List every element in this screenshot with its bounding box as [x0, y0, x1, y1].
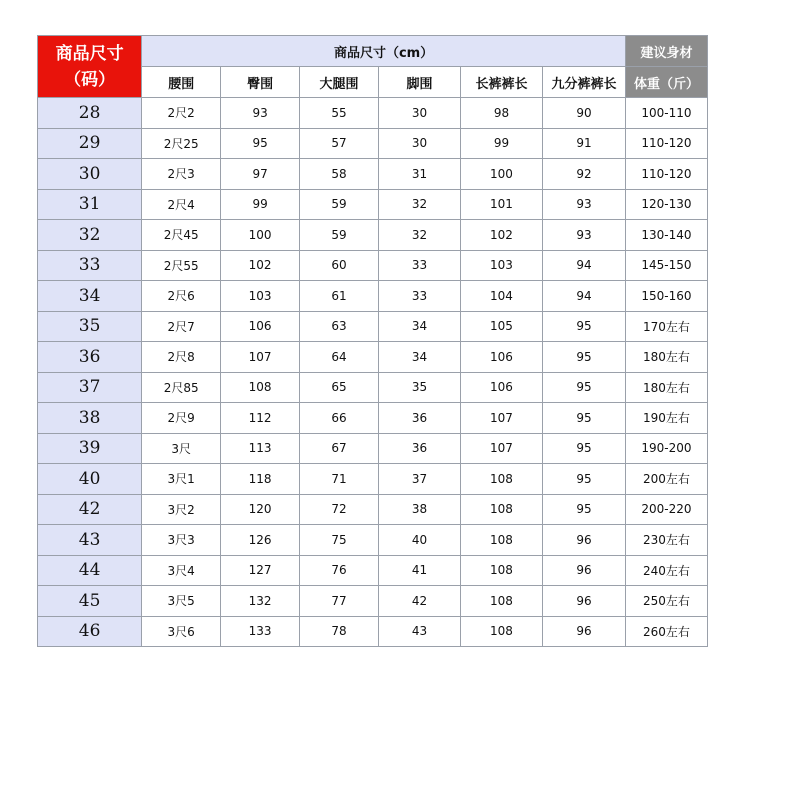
waist-cell: 2尺85	[142, 372, 221, 403]
nine-pants-cell: 95	[542, 372, 625, 403]
size-cell: 31	[38, 189, 142, 220]
col-header-hip: 臀围	[221, 67, 300, 98]
long-pants-cell: 103	[460, 250, 542, 281]
foot-cell: 41	[379, 555, 461, 586]
hip-cell: 133	[221, 616, 300, 647]
waist-cell: 3尺2	[142, 494, 221, 525]
table-row	[38, 281, 708, 312]
foot-cell: 32	[379, 220, 461, 251]
weight-cell: 110-120	[625, 128, 707, 159]
foot-cell: 32	[379, 189, 461, 220]
foot-cell: 36	[379, 433, 461, 464]
nine-pants-cell: 91	[542, 128, 625, 159]
size-cell: 42	[38, 494, 142, 525]
nine-pants-cell: 93	[542, 189, 625, 220]
nine-pants-cell: 95	[542, 311, 625, 342]
waist-cell: 2尺45	[142, 220, 221, 251]
long-pants-cell: 99	[460, 128, 542, 159]
hip-cell: 95	[221, 128, 300, 159]
hip-cell: 102	[221, 250, 300, 281]
foot-cell: 35	[379, 372, 461, 403]
size-cell: 32	[38, 220, 142, 251]
hip-cell: 112	[221, 403, 300, 434]
foot-cell: 33	[379, 250, 461, 281]
dimensions-header: 商品尺寸（cm）	[142, 36, 626, 67]
table-row	[38, 616, 708, 647]
size-header-unit: （码）	[64, 69, 116, 90]
hip-cell: 113	[221, 433, 300, 464]
table-body	[38, 98, 708, 647]
foot-cell: 38	[379, 494, 461, 525]
nine-pants-cell: 96	[542, 525, 625, 556]
size-cell: 46	[38, 616, 142, 647]
hip-cell: 100	[221, 220, 300, 251]
weight-cell: 200-220	[625, 494, 707, 525]
weight-cell: 190左右	[625, 403, 707, 434]
long-pants-cell: 107	[460, 433, 542, 464]
hip-cell: 127	[221, 555, 300, 586]
waist-cell: 3尺	[142, 433, 221, 464]
foot-cell: 30	[379, 128, 461, 159]
nine-pants-cell: 94	[542, 250, 625, 281]
hip-cell: 126	[221, 525, 300, 556]
col-header-waist: 腰围	[142, 67, 221, 98]
thigh-cell: 61	[300, 281, 379, 312]
table-row	[38, 342, 708, 373]
weight-cell: 260左右	[625, 616, 707, 647]
long-pants-cell: 105	[460, 311, 542, 342]
foot-cell: 40	[379, 525, 461, 556]
waist-cell: 3尺6	[142, 616, 221, 647]
waist-cell: 2尺55	[142, 250, 221, 281]
foot-cell: 42	[379, 586, 461, 617]
thigh-cell: 77	[300, 586, 379, 617]
long-pants-cell: 104	[460, 281, 542, 312]
size-cell: 39	[38, 433, 142, 464]
waist-cell: 2尺8	[142, 342, 221, 373]
nine-pants-cell: 95	[542, 403, 625, 434]
foot-cell: 43	[379, 616, 461, 647]
size-cell: 38	[38, 403, 142, 434]
thigh-cell: 57	[300, 128, 379, 159]
weight-cell: 200左右	[625, 464, 707, 495]
long-pants-cell: 107	[460, 403, 542, 434]
hip-cell: 99	[221, 189, 300, 220]
long-pants-cell: 108	[460, 616, 542, 647]
long-pants-cell: 108	[460, 586, 542, 617]
thigh-cell: 55	[300, 98, 379, 129]
waist-cell: 2尺6	[142, 281, 221, 312]
waist-cell: 2尺2	[142, 98, 221, 129]
waist-cell: 2尺9	[142, 403, 221, 434]
foot-cell: 34	[379, 342, 461, 373]
long-pants-cell: 106	[460, 342, 542, 373]
long-pants-cell: 108	[460, 555, 542, 586]
table-row	[38, 403, 708, 434]
col-header-nine-pants: 九分裤裤长	[542, 67, 625, 98]
weight-header: 体重（斤）	[625, 67, 707, 98]
thigh-cell: 67	[300, 433, 379, 464]
waist-cell: 2尺4	[142, 189, 221, 220]
size-cell: 37	[38, 372, 142, 403]
thigh-cell: 76	[300, 555, 379, 586]
nine-pants-cell: 90	[542, 98, 625, 129]
size-cell: 35	[38, 311, 142, 342]
hip-cell: 107	[221, 342, 300, 373]
weight-cell: 180左右	[625, 342, 707, 373]
table-row	[38, 555, 708, 586]
thigh-cell: 72	[300, 494, 379, 525]
nine-pants-cell: 94	[542, 281, 625, 312]
foot-cell: 30	[379, 98, 461, 129]
long-pants-cell: 100	[460, 159, 542, 190]
nine-pants-cell: 93	[542, 220, 625, 251]
size-cell: 33	[38, 250, 142, 281]
table-row	[38, 494, 708, 525]
table-row	[38, 98, 708, 129]
nine-pants-cell: 95	[542, 464, 625, 495]
size-header-cell	[38, 36, 142, 98]
hip-cell: 118	[221, 464, 300, 495]
long-pants-cell: 101	[460, 189, 542, 220]
hip-cell: 120	[221, 494, 300, 525]
table-row	[38, 525, 708, 556]
size-cell: 36	[38, 342, 142, 373]
size-cell: 40	[38, 464, 142, 495]
table-row	[38, 189, 708, 220]
foot-cell: 36	[379, 403, 461, 434]
thigh-cell: 66	[300, 403, 379, 434]
table-row	[38, 433, 708, 464]
weight-cell: 130-140	[625, 220, 707, 251]
thigh-cell: 59	[300, 220, 379, 251]
waist-cell: 2尺7	[142, 311, 221, 342]
size-cell: 45	[38, 586, 142, 617]
table-row	[38, 311, 708, 342]
long-pants-cell: 108	[460, 525, 542, 556]
weight-cell: 120-130	[625, 189, 707, 220]
long-pants-cell: 98	[460, 98, 542, 129]
foot-cell: 34	[379, 311, 461, 342]
table-row	[38, 586, 708, 617]
long-pants-cell: 108	[460, 494, 542, 525]
waist-cell: 3尺5	[142, 586, 221, 617]
thigh-cell: 78	[300, 616, 379, 647]
size-cell: 28	[38, 98, 142, 129]
thigh-cell: 65	[300, 372, 379, 403]
table-row	[38, 128, 708, 159]
col-header-foot: 脚围	[379, 67, 461, 98]
size-header-label: 商品尺寸	[55, 43, 124, 64]
size-cell: 30	[38, 159, 142, 190]
table-row	[38, 464, 708, 495]
hip-cell: 103	[221, 281, 300, 312]
recommend-header: 建议身材	[625, 36, 707, 67]
waist-cell: 2尺3	[142, 159, 221, 190]
weight-cell: 170左右	[625, 311, 707, 342]
waist-cell: 2尺25	[142, 128, 221, 159]
size-cell: 34	[38, 281, 142, 312]
thigh-cell: 58	[300, 159, 379, 190]
weight-cell: 180左右	[625, 372, 707, 403]
size-cell: 44	[38, 555, 142, 586]
long-pants-cell: 102	[460, 220, 542, 251]
hip-cell: 93	[221, 98, 300, 129]
nine-pants-cell: 92	[542, 159, 625, 190]
weight-cell: 230左右	[625, 525, 707, 556]
thigh-cell: 60	[300, 250, 379, 281]
foot-cell: 33	[379, 281, 461, 312]
long-pants-cell: 108	[460, 464, 542, 495]
weight-cell: 100-110	[625, 98, 707, 129]
nine-pants-cell: 96	[542, 616, 625, 647]
nine-pants-cell: 95	[542, 494, 625, 525]
hip-cell: 132	[221, 586, 300, 617]
nine-pants-cell: 95	[542, 342, 625, 373]
hip-cell: 108	[221, 372, 300, 403]
weight-cell: 250左右	[625, 586, 707, 617]
weight-cell: 145-150	[625, 250, 707, 281]
hip-cell: 106	[221, 311, 300, 342]
waist-cell: 3尺1	[142, 464, 221, 495]
hip-cell: 97	[221, 159, 300, 190]
long-pants-cell: 106	[460, 372, 542, 403]
col-header-thigh: 大腿围	[300, 67, 379, 98]
nine-pants-cell: 96	[542, 586, 625, 617]
foot-cell: 31	[379, 159, 461, 190]
thigh-cell: 75	[300, 525, 379, 556]
weight-cell: 110-120	[625, 159, 707, 190]
weight-cell: 240左右	[625, 555, 707, 586]
size-cell: 43	[38, 525, 142, 556]
nine-pants-cell: 95	[542, 433, 625, 464]
header-row-top	[38, 36, 708, 67]
table-row	[38, 220, 708, 251]
table-row	[38, 372, 708, 403]
thigh-cell: 59	[300, 189, 379, 220]
weight-cell: 190-200	[625, 433, 707, 464]
size-chart-table	[37, 35, 708, 647]
thigh-cell: 63	[300, 311, 379, 342]
foot-cell: 37	[379, 464, 461, 495]
waist-cell: 3尺3	[142, 525, 221, 556]
thigh-cell: 71	[300, 464, 379, 495]
size-cell: 29	[38, 128, 142, 159]
waist-cell: 3尺4	[142, 555, 221, 586]
col-header-long-pants: 长裤裤长	[460, 67, 542, 98]
weight-cell: 150-160	[625, 281, 707, 312]
nine-pants-cell: 96	[542, 555, 625, 586]
thigh-cell: 64	[300, 342, 379, 373]
table-row	[38, 159, 708, 190]
table-row	[38, 250, 708, 281]
